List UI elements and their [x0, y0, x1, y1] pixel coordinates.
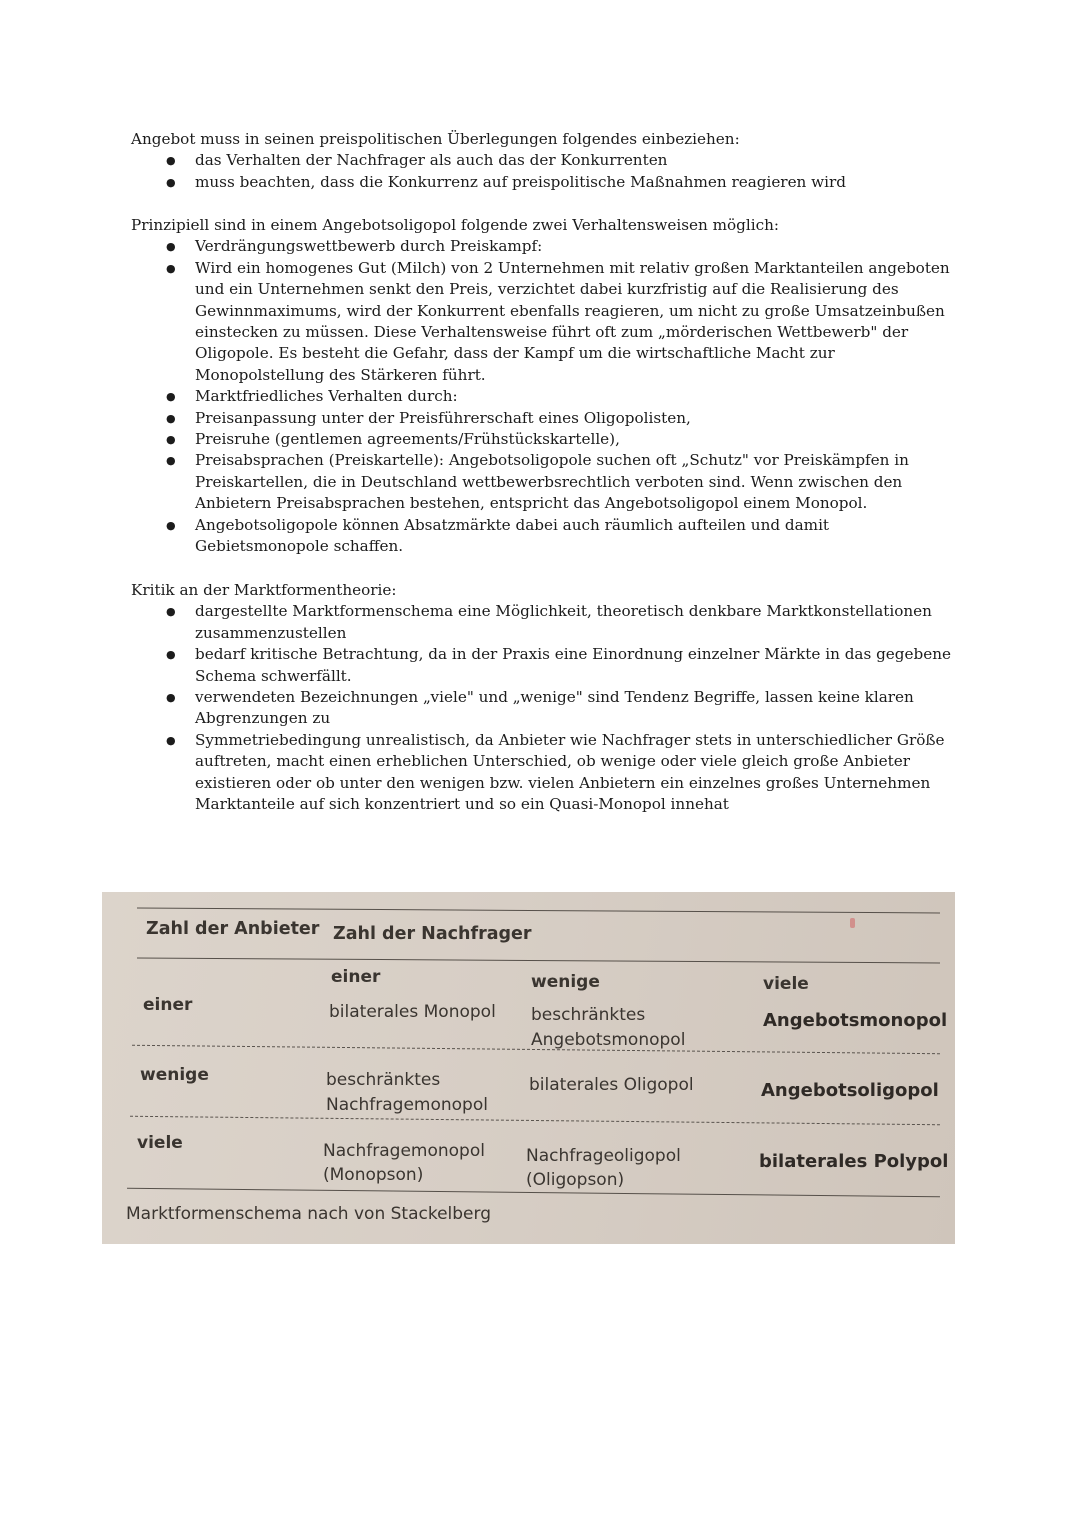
red-mark [850, 918, 855, 928]
row-label-viele: viele [137, 1133, 183, 1153]
table-rule-header [137, 958, 940, 964]
list-item: ● Preisanpassung unter der Preisführerschaft eines Oligopolisten, [131, 408, 951, 429]
list-item: ● Symmetriebedingung unrealistisch, da Anbieter wie Nachfrager stets in unterschiedlicher Größe auftreten, macht einen erheblichen Unterschied, ob wenige oder viele gleich große Anbieter existieren oder ob unter den wenigen bzw. vielen Anbietern ein einzelnes großes Unternehmen Marktanteile auf sich konzentriert und so ein Quasi-Monopol innehat [131, 730, 951, 816]
section-preispolitik [131, 129, 951, 193]
cell-viele-wenige-line2: (Oligopson) [526, 1170, 625, 1190]
column-header-wenige: wenige [531, 972, 600, 992]
list-item: ● verwendeten Bezeichnungen „viele" und „wenige" sind Tendenz Begriffe, lassen keine klaren Abgrenzungen zu [131, 687, 951, 730]
list-item: ● Wird ein homogenes Gut (Milch) von 2 Unternehmen mit relativ großen Marktanteilen angeboten und ein Unternehmen senkt den Preis, verzichtet dabei kurzfristig auf die Realisierung des Gewinnmaximums, wird der Konkurrent ebenfalls reagieren, um nicht zu große Umsatzeinbußen einstecken zu müssen. Diese Verhaltensweise führt oft zum „mörderischen Wettbewerb" der Oligopole. Es besteht die Gefahr, dass der Kampf um die wirtschaftliche Macht zur Monopolstellung des Stärkeren führt. [131, 258, 951, 386]
list-item: ● das Verhalten der Nachfrager als auch das der Konkurrenten [131, 150, 951, 171]
section-kritik [131, 580, 951, 815]
cell-wenige-wenige: bilaterales Oligopol [529, 1075, 694, 1095]
cell-einer-wenige-line2: Angebotsmonopol [531, 1030, 686, 1050]
list-item: ● Marktfriedliches Verhalten durch: [131, 386, 951, 407]
bullet-list [131, 150, 951, 193]
row-label-einer: einer [143, 995, 193, 1015]
marktformenschema-photo [102, 892, 955, 1244]
section-heading: Prinzipiell sind in einem Angebotsoligopol folgende zwei Verhaltensweisen möglich: [131, 216, 780, 234]
cell-einer-einer: bilaterales Monopol [329, 1002, 496, 1022]
list-item: ● Verdrängungswettbewerb durch Preiskampf: [131, 236, 951, 257]
section-verhaltensweisen [131, 215, 951, 558]
cell-viele-viele: bilaterales Polypol [759, 1151, 949, 1172]
list-item: ● bedarf kritische Betrachtung, da in der Praxis eine Einordnung einzelner Märkte in das gegebene Schema schwerfällt. [131, 644, 951, 687]
table-rule-top [137, 908, 940, 914]
cell-wenige-einer-line2: Nachfragemonopol [326, 1095, 488, 1115]
list-item: ● Preisruhe (gentlemen agreements/Frühstückskartelle), [131, 429, 951, 450]
list-item: ● Preisabsprachen (Preiskartelle): Angebotsoligopole suchen oft „Schutz" vor Preiskämpfen in Preiskartellen, die in Deutschland wettbewerbsrechtlich verboten sind. Wenn zwischen den Anbietern Preisabsprachen bestehen, entspricht das Angebotsoligopol einem Monopol. [131, 450, 951, 514]
section-heading: Kritik an der Marktformentheorie: [131, 581, 397, 599]
bullet-list [131, 601, 951, 815]
bullet-list [131, 236, 951, 557]
section-heading: Angebot muss in seinen preispolitischen Überlegungen folgendes einbeziehen: [131, 130, 740, 148]
cell-einer-viele: Angebotsmonopol [763, 1010, 948, 1031]
table-rule-dashed [130, 1116, 940, 1125]
cell-viele-einer-line2: (Monopson) [323, 1165, 424, 1185]
list-item: ● muss beachten, dass die Konkurrenz auf preispolitische Maßnahmen reagieren wird [131, 172, 951, 193]
header-anbieter: Zahl der Anbieter [146, 919, 320, 939]
list-item: ● dargestellte Marktformenschema eine Möglichkeit, theoretisch denkbare Marktkonstellationen zusammenzustellen [131, 601, 951, 644]
table-caption: Marktformenschema nach von Stackelberg [126, 1204, 492, 1224]
column-header-viele: viele [763, 974, 809, 994]
cell-einer-wenige-line1: beschränktes [531, 1005, 646, 1025]
cell-viele-wenige-line1: Nachfrageoligopol [526, 1146, 681, 1166]
cell-wenige-einer-line1: beschränktes [326, 1070, 441, 1090]
row-label-wenige: wenige [140, 1065, 209, 1085]
cell-wenige-viele: Angebotsoligopol [761, 1080, 939, 1101]
header-nachfrager: Zahl der Nachfrager [333, 924, 532, 944]
list-item: ● Angebotsoligopole können Absatzmärkte dabei auch räumlich aufteilen und damit Gebietsmonopole schaffen. [131, 515, 951, 558]
column-header-einer: einer [331, 967, 381, 987]
cell-viele-einer-line1: Nachfragemonopol [323, 1141, 485, 1161]
